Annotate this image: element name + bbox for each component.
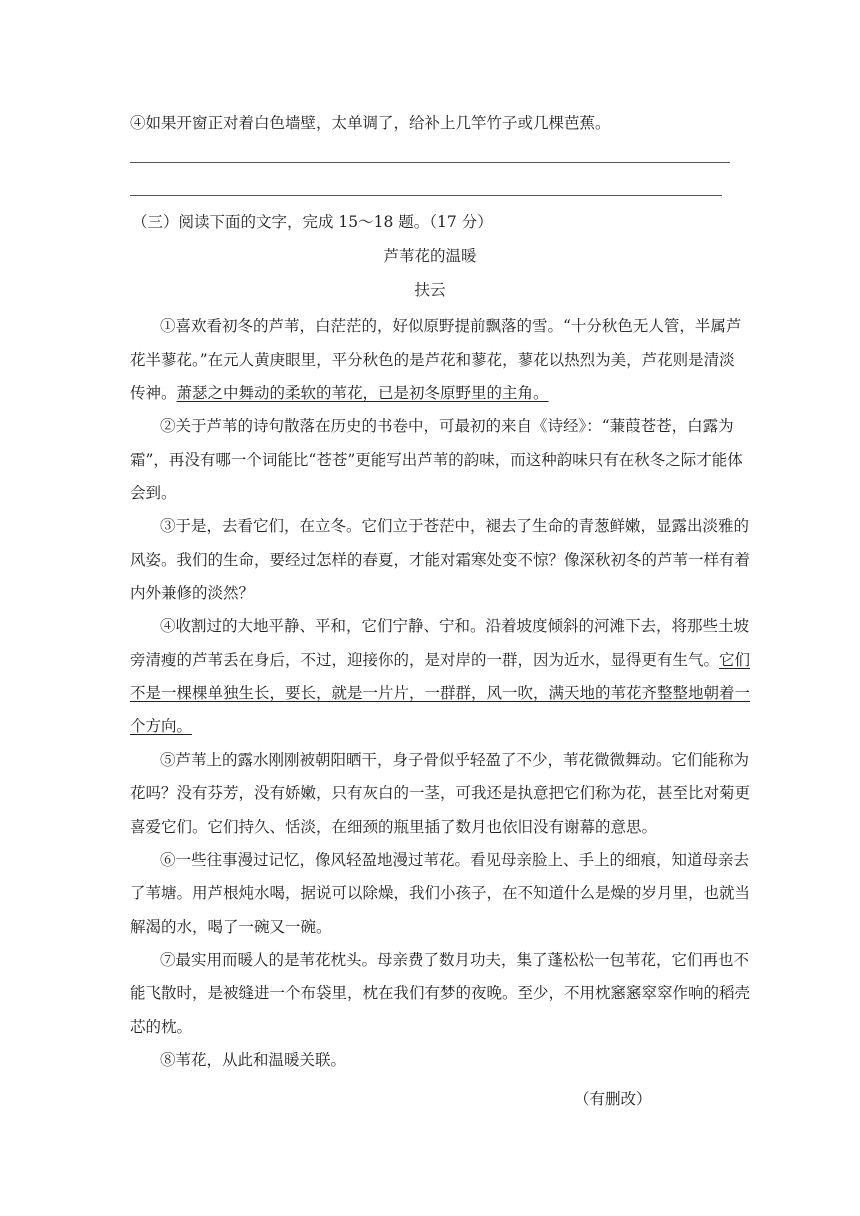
para4-line2: [130, 653, 750, 669]
section-header: （三）阅读下面的文字，完成 15～18 题。（17 分）: [132, 213, 493, 231]
q4-statement: ④如果开窗正对着白色墙壁，太单调了，给补上几竿竹子或几棵芭蕉。: [130, 114, 611, 132]
para4-line1: ④收割过的大地平静、平和，它们宁静、宁和。沿着坡度倾斜的河滩下去，将那些土坡: [160, 617, 750, 635]
article-author: 扶云: [414, 281, 446, 299]
para2-line3: 会到。: [130, 484, 177, 502]
para5-line3: 喜爱它们。它们持久、恬淡，在细颈的瓶里插了数月也依旧没有谢幕的意思。: [130, 818, 658, 836]
para8-line: ⑧苇花，从此和温暖关联。: [160, 1051, 347, 1069]
answer-line-2[interactable]: [130, 195, 722, 196]
article-title: 芦苇花的温暖: [383, 247, 477, 265]
para2-line2: 霜”，再没有哪一个词能比“苍苍”更能写出芦苇的韵味，而这种韵味只有在秋冬之际才能体: [130, 451, 743, 469]
para1-line1: ①喜欢看初冬的芦苇，白茫茫的，好似原野提前飘落的雪。“十分秋色无人管，半属芦: [160, 317, 742, 335]
para1-underlined-sentence: 萧瑟之中舞动的柔软的苇花，已是初冬原野里的主角。: [176, 384, 549, 402]
para5-line2: 花吗？没有芬芳，没有娇嫩，只有灰白的一茎，可我还是执意把它们称为花，甚至比对菊更: [130, 784, 751, 802]
para7-line1: ⑦最实用而暖人的是苇花枕头。母亲费了数月功夫，集了蓬松松一包苇花，它们再也不: [160, 951, 750, 969]
para6-line3: 解渴的水，喝了一碗又一碗。: [130, 918, 332, 936]
answer-line-1[interactable]: [130, 162, 730, 163]
para4-underlined-line3: 不是一棵棵单独生长，要长，就是一片片，一群群，风一吹，满天地的苇花齐整整地朝着一: [130, 684, 751, 702]
para3-line2: 风姿。我们的生命，要经过怎样的春夏，才能对霜寒处变不惊？像深秋初冬的芦苇一样有着: [130, 551, 751, 569]
para1-line3: [130, 386, 549, 402]
para4-line2-text: 旁清瘦的芦苇丢在身后，不过，迎接你的，是对岸的一群，因为近水，显得更有生气。: [130, 651, 720, 669]
para3-line3: 内外兼修的淡然？: [130, 584, 255, 602]
para5-line1: ⑤芦苇上的露水刚刚被朝阳晒干，身子骨似乎轻盈了不少，苇花微微舞动。它们能称为: [160, 751, 750, 769]
para1-line2: 花半蓼花。”在元人黄庚眼里，平分秋色的是芦花和蓼花，蓼花以热烈为美，芦花则是清淡: [130, 351, 735, 369]
para3-line1: ③于是，去看它们，在立冬。它们立于苍茫中，褪去了生命的青葱鲜嫩，显露出淡雅的: [160, 517, 750, 535]
para2-line1: ②关于芦苇的诗句散落在历史的书卷中，可最初的来自《诗经》：“蒹葭苍苍，白露为: [160, 417, 734, 435]
para6-line1: ⑥一些往事漫过记忆，像风轻盈地漫过苇花。看见母亲脸上、手上的细痕，知道母亲去: [160, 851, 750, 869]
para7-line3: 芯的枕。: [130, 1018, 193, 1036]
para4-underlined-start: 它们: [719, 651, 751, 669]
para4-underlined-line4: 个方向。: [130, 717, 193, 735]
para6-line2: 了苇塘。用芦根炖水喝，据说可以除燥，我们小孩子，在不知道什么是燥的岁月里，也就当: [130, 884, 751, 902]
para1-line3-text: 传神。: [130, 384, 177, 402]
abridged-note: （有删改）: [574, 1090, 652, 1108]
para7-line2: 能飞散时，是被缝进一个布袋里，枕在我们有梦的夜晚。至少，不用枕窸窸窣窣作响的稻壳: [130, 984, 751, 1002]
